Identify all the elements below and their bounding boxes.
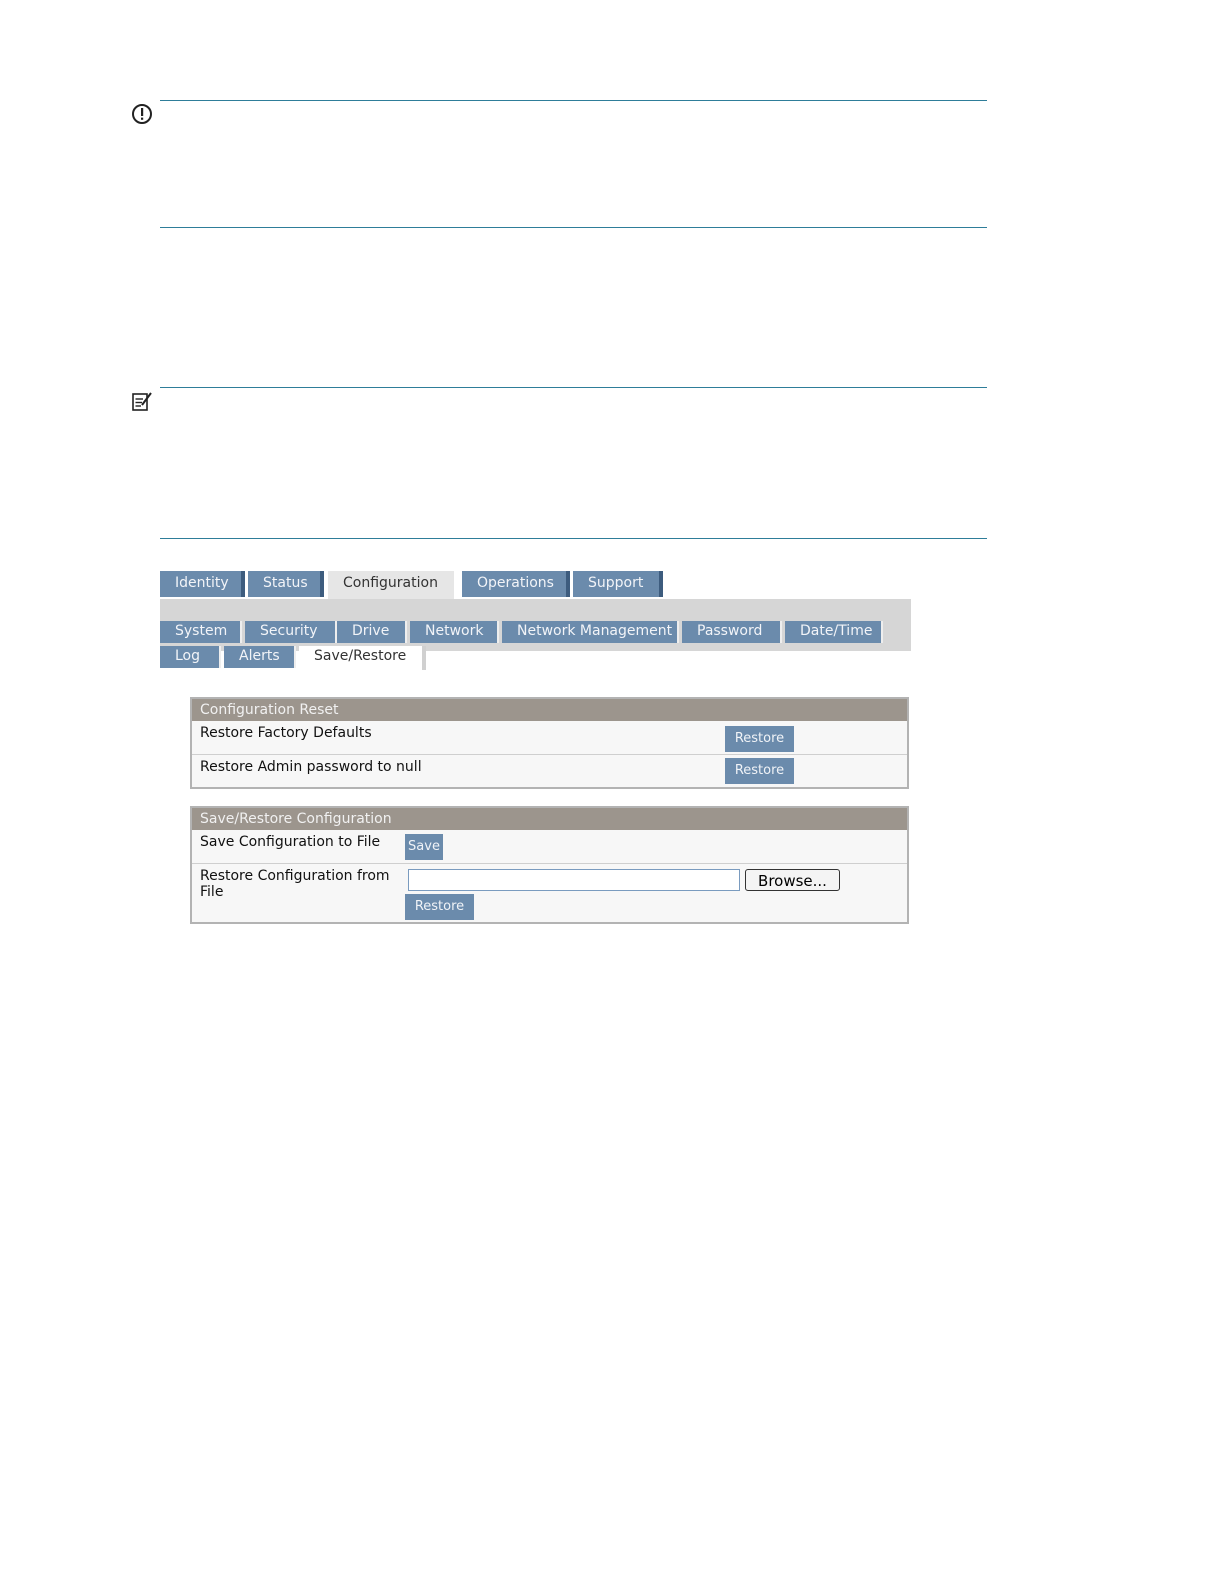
subtab-label: Drive: [352, 623, 390, 639]
tab-identity[interactable]: [160, 571, 245, 597]
subtab-date-time[interactable]: [785, 621, 883, 643]
row-label-line: File: [200, 884, 224, 900]
subtab-label: Network: [425, 623, 484, 639]
subtab-label: Password: [697, 623, 763, 639]
subtab-label: System: [175, 623, 228, 639]
tab-label: Configuration: [343, 575, 438, 591]
important-bottom-rule: [160, 227, 987, 228]
subtab-label: Security: [260, 623, 318, 639]
row-label: Save Configuration to File: [200, 834, 381, 850]
subtab-log[interactable]: [160, 646, 221, 668]
subtab-drive[interactable]: [337, 621, 407, 643]
subbar-gap: [426, 651, 911, 671]
configuration-reset-panel: [190, 697, 909, 789]
row-label: [200, 868, 390, 900]
restore-admin-password-button[interactable]: Restore: [725, 758, 794, 784]
tab-label: Status: [263, 575, 308, 591]
subtab-network[interactable]: [410, 621, 499, 643]
tab-status[interactable]: [248, 571, 324, 597]
save-restore-configuration-panel: [190, 806, 909, 924]
row-label-line: Restore Configuration from: [200, 868, 390, 884]
panel-title: Configuration Reset: [192, 699, 907, 721]
panel-title: Save/Restore Configuration: [192, 808, 907, 830]
save-button[interactable]: Save: [405, 834, 443, 860]
restore-admin-password-row: [192, 754, 907, 788]
tab-configuration[interactable]: [328, 571, 458, 601]
subtab-security[interactable]: [245, 621, 337, 643]
row-label: Restore Admin password to null: [200, 759, 422, 775]
row-label: Restore Factory Defaults: [200, 725, 372, 741]
tab-operations[interactable]: [462, 571, 570, 597]
subtab-system[interactable]: [160, 621, 242, 643]
restore-configuration-button[interactable]: Restore: [405, 894, 474, 920]
subtab-alerts[interactable]: [224, 646, 296, 668]
tab-label: Identity: [175, 575, 229, 591]
tab-support[interactable]: [573, 571, 663, 597]
restore-factory-defaults-row: [192, 721, 907, 754]
restore-configuration-row: [192, 863, 907, 923]
exclamation-circle-icon: [131, 103, 153, 125]
restore-factory-defaults-button[interactable]: Restore: [725, 726, 794, 752]
note-pencil-icon: [131, 390, 153, 412]
tab-label: Support: [588, 575, 644, 591]
note-bottom-rule: [160, 538, 987, 539]
subtab-label: Date/Time: [800, 623, 873, 639]
subtab-save-restore[interactable]: [299, 646, 426, 670]
sub-tab-bar: [160, 599, 911, 664]
subtab-password[interactable]: [682, 621, 782, 643]
subtab-label: Log: [175, 648, 201, 664]
config-file-input[interactable]: [408, 869, 740, 891]
tab-label: Operations: [477, 575, 554, 591]
subtab-label: Save/Restore: [314, 648, 407, 664]
browse-button[interactable]: Browse...: [745, 869, 840, 891]
subtab-label: Alerts: [239, 648, 280, 664]
important-top-rule: [160, 100, 987, 101]
note-top-rule: [160, 387, 987, 388]
subtab-network-management[interactable]: [502, 621, 679, 643]
save-configuration-row: [192, 830, 907, 863]
subtab-label: Network Management: [517, 623, 673, 639]
